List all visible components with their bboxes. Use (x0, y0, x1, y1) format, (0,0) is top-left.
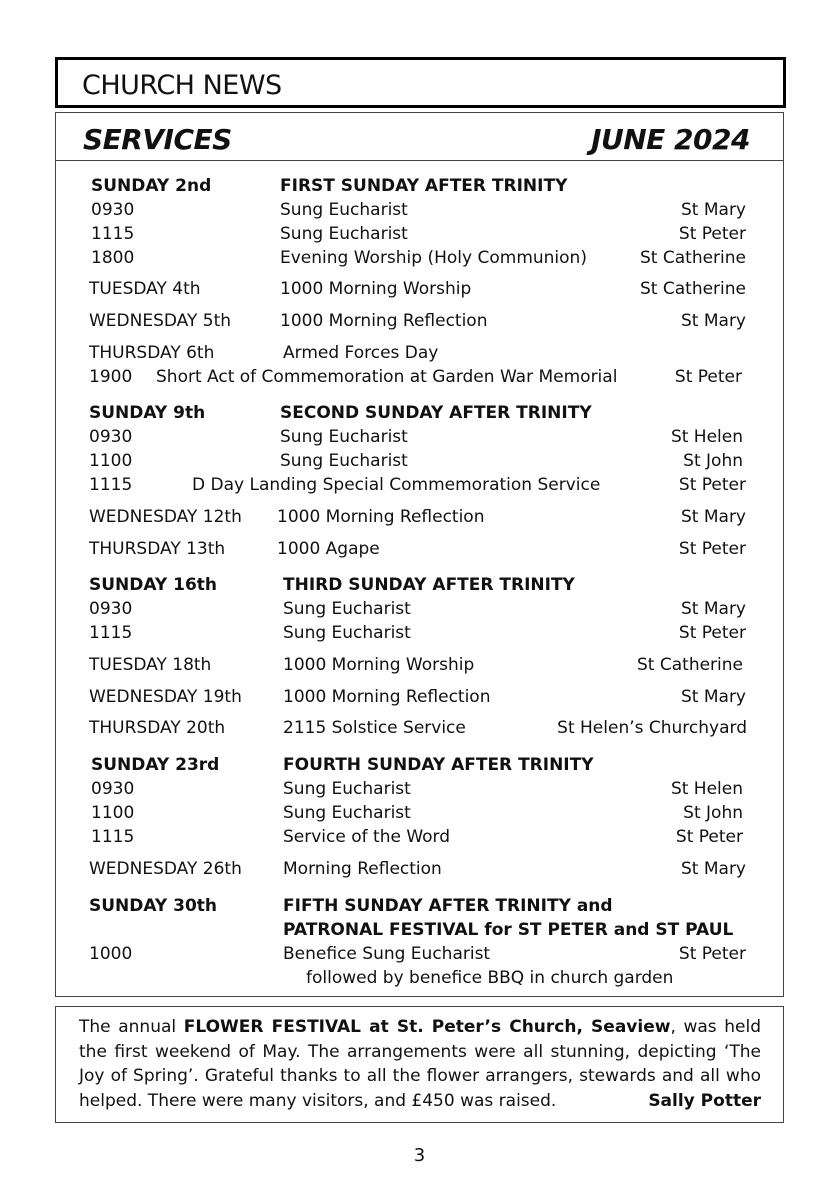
service-event: Benefice Sung Eucharist (283, 944, 491, 964)
service-location: St Mary (681, 687, 746, 707)
service-time: 1115 (91, 224, 135, 244)
service-row (56, 573, 783, 597)
church-news-header (55, 57, 786, 108)
service-time: 0930 (91, 779, 135, 799)
service-row (56, 174, 783, 198)
service-row (56, 966, 783, 990)
service-event: 1000 Morning Reflection (277, 507, 485, 527)
service-event: Sung Eucharist (283, 623, 411, 643)
service-day: SUNDAY 23rd (91, 755, 220, 775)
service-event: followed by benefice BBQ in church garden (306, 968, 674, 988)
service-time: 1115 (89, 475, 133, 495)
notice-body: , was held the first weekend of May. The arrangements were all stunning, depicting ‘The Joy of Spring’. Grateful thanks to all the flower arrangers, stewards and all who helped. There were many visitors, and £450 was raised. (79, 1017, 762, 1111)
service-location: St Catherine (640, 279, 746, 299)
service-day: SUNDAY 2nd (91, 176, 212, 196)
service-event: Sung Eucharist (280, 451, 408, 471)
service-location: St John (683, 803, 743, 823)
service-time: 1800 (91, 248, 135, 268)
service-location: St Mary (681, 599, 746, 619)
service-event: THIRD SUNDAY AFTER TRINITY (283, 575, 575, 595)
service-location: St Mary (681, 859, 746, 879)
service-event: Sung Eucharist (283, 803, 411, 823)
service-event: D Day Landing Special Commemoration Service (192, 475, 601, 495)
service-row (56, 597, 783, 621)
service-time: 0930 (89, 599, 133, 619)
service-day: SUNDAY 30th (89, 896, 218, 916)
services-heading (56, 113, 783, 161)
page-number: 3 (413, 1145, 426, 1166)
service-day: TUESDAY 18th (89, 655, 212, 675)
service-event: 2115 Solstice Service (283, 718, 466, 738)
festival-name: FLOWER FESTIVAL at St. Peter’s Church, Seaview (183, 1017, 671, 1037)
service-event: Evening Worship (Holy Communion) (280, 248, 587, 268)
service-location: St Peter (678, 623, 746, 643)
service-event: 1000 Morning Reflection (280, 311, 488, 331)
service-row (56, 801, 783, 825)
service-day: THURSDAY 20th (89, 718, 226, 738)
service-row (56, 716, 783, 740)
service-location: St Peter (678, 539, 746, 559)
service-row (56, 685, 783, 709)
service-row (56, 537, 783, 561)
service-day: WEDNESDAY 5th (89, 311, 232, 331)
service-row (56, 857, 783, 881)
service-event: 1000 Morning Worship (280, 279, 472, 299)
service-event: 1000 Agape (277, 539, 380, 559)
service-row (56, 918, 783, 942)
service-row (56, 309, 783, 333)
service-event: PATRONAL FESTIVAL for ST PETER and ST PAUL (283, 920, 734, 940)
service-event: 1000 Morning Worship (283, 655, 475, 675)
service-location: St Mary (681, 200, 746, 220)
service-day: SUNDAY 16th (89, 575, 218, 595)
service-row (56, 825, 783, 849)
service-event: SECOND SUNDAY AFTER TRINITY (280, 403, 592, 423)
service-location: St Mary (681, 311, 746, 331)
service-row (56, 653, 783, 677)
service-event: Armed Forces Day (283, 343, 439, 363)
service-event: 1000 Morning Reflection (283, 687, 491, 707)
service-day: THURSDAY 6th (89, 343, 215, 363)
signature: Sally Potter (648, 1090, 761, 1111)
notice-intro: The annual (79, 1017, 184, 1037)
service-event: Service of the Word (283, 827, 451, 847)
service-location: St Catherine (640, 248, 746, 268)
service-row (56, 401, 783, 425)
service-location: St Helen’s Churchyard (557, 718, 747, 738)
services-month: JUNE 2024 (591, 123, 750, 156)
service-row (56, 449, 783, 473)
service-row (56, 425, 783, 449)
service-time: 1000 (89, 944, 133, 964)
service-row (56, 277, 783, 301)
service-row (56, 777, 783, 801)
service-event: Sung Eucharist (283, 599, 411, 619)
service-row (56, 341, 783, 365)
service-day: THURSDAY 13th (89, 539, 226, 559)
service-time: 1100 (89, 451, 133, 471)
service-event: Morning Reflection (283, 859, 442, 879)
service-event: Sung Eucharist (280, 427, 408, 447)
service-location: St Catherine (637, 655, 743, 675)
service-location: St John (683, 451, 743, 471)
service-location: St Peter (678, 475, 746, 495)
service-location: St Peter (678, 224, 746, 244)
page-title: CHURCH NEWS (82, 70, 282, 101)
service-day: TUESDAY 4th (89, 279, 201, 299)
service-location: St Mary (681, 507, 746, 527)
service-time: 0930 (91, 200, 135, 220)
services-panel (55, 112, 784, 997)
service-time: 1115 (89, 623, 133, 643)
service-row (56, 894, 783, 918)
service-day: SUNDAY 9th (89, 403, 206, 423)
flower-festival-text (79, 1015, 761, 1113)
service-row (56, 365, 783, 389)
service-day: WEDNESDAY 12th (89, 507, 242, 527)
service-day: WEDNESDAY 26th (89, 859, 242, 879)
service-row (56, 198, 783, 222)
service-event: FOURTH SUNDAY AFTER TRINITY (283, 755, 594, 775)
service-location: St Helen (670, 779, 743, 799)
service-day: WEDNESDAY 19th (89, 687, 242, 707)
service-event: Short Act of Commemoration at Garden War Memorial (156, 367, 618, 387)
service-row (56, 505, 783, 529)
service-row (56, 473, 783, 497)
service-row (56, 942, 783, 966)
service-time: 1900 (89, 367, 133, 387)
service-time: 1115 (91, 827, 135, 847)
service-location: St Peter (678, 944, 746, 964)
service-row (56, 246, 783, 270)
service-event: FIFTH SUNDAY AFTER TRINITY and (283, 896, 613, 916)
service-event: Sung Eucharist (280, 224, 408, 244)
service-location: St Peter (675, 827, 743, 847)
flower-festival-notice (55, 1006, 784, 1123)
service-event: Sung Eucharist (280, 200, 408, 220)
service-location: St Helen (670, 427, 743, 447)
service-row (56, 753, 783, 777)
service-row (56, 621, 783, 645)
services-title: SERVICES (83, 123, 232, 156)
service-time: 1100 (91, 803, 135, 823)
service-location: St Peter (674, 367, 742, 387)
service-event: Sung Eucharist (283, 779, 411, 799)
service-row (56, 222, 783, 246)
service-event: FIRST SUNDAY AFTER TRINITY (280, 176, 568, 196)
service-time: 0930 (89, 427, 133, 447)
